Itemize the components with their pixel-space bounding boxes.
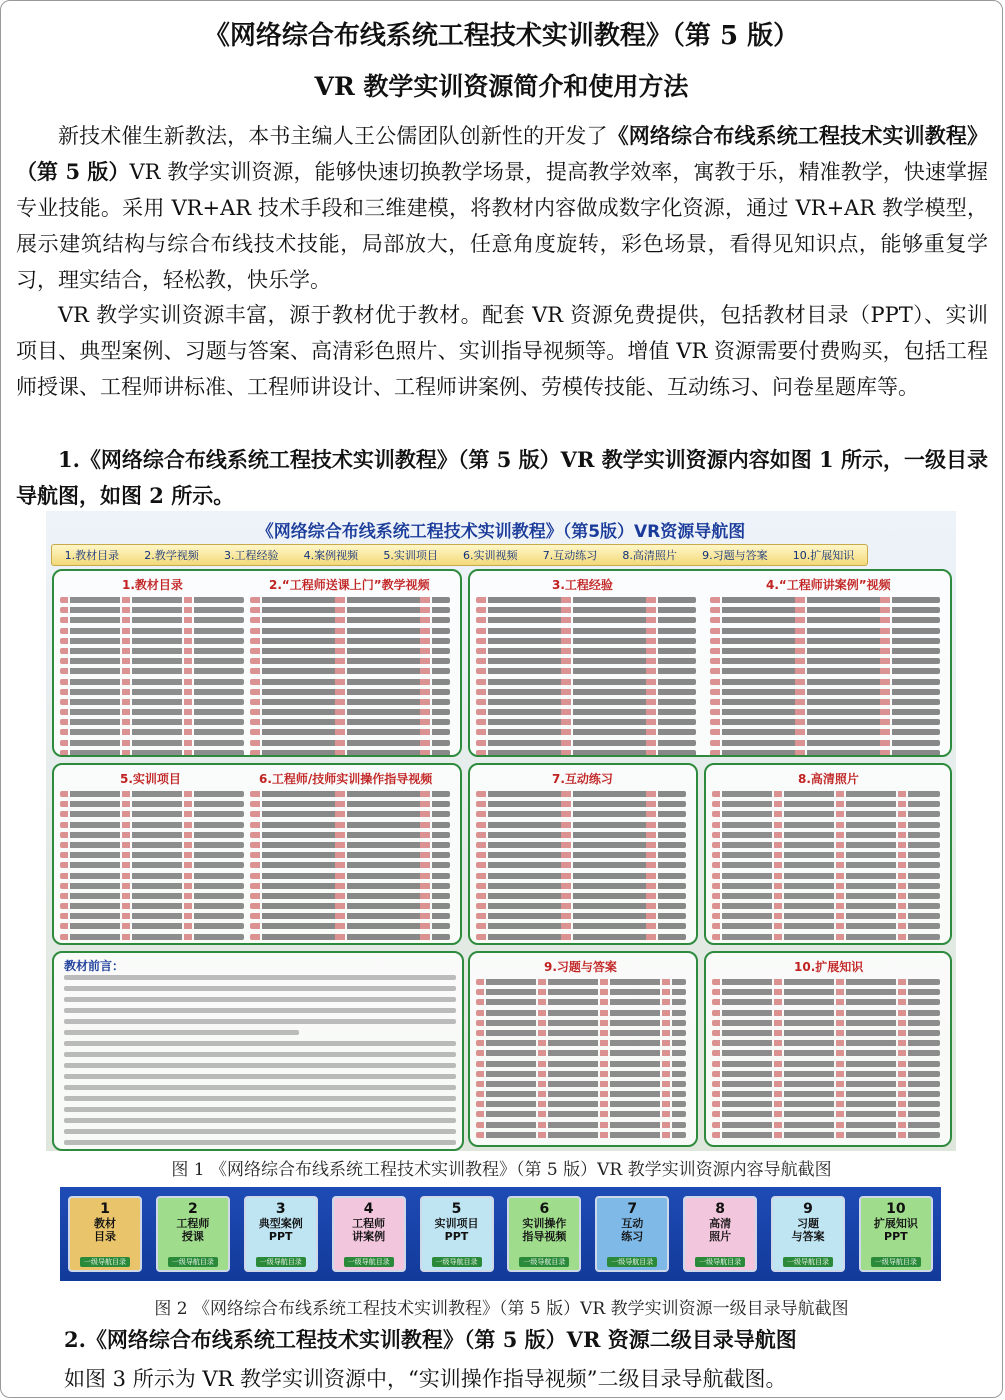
panel-title: 6.工程师/技师实训操作指导视频 xyxy=(259,772,433,786)
nav-button-label: 工程师 讲案例 xyxy=(352,1217,386,1243)
panel-title: 8.高清照片 xyxy=(798,772,859,786)
panel-list xyxy=(60,791,244,944)
intro-paragraph xyxy=(16,118,988,298)
panel-extended-knowledge xyxy=(704,951,952,1147)
nav-button-number: 7 xyxy=(627,1201,638,1217)
nav-button-label: 典型案例 PPT xyxy=(258,1217,303,1243)
nav-button-label: 工程师 授课 xyxy=(176,1217,210,1243)
figure-1-tab[interactable]: 2.教学视频 xyxy=(144,549,199,562)
level1-nav-button[interactable] xyxy=(683,1196,757,1272)
nav-button-subtag: 一级导航目录 xyxy=(519,1257,569,1267)
nav-button-number: 5 xyxy=(451,1201,462,1217)
nav-button-number: 9 xyxy=(803,1201,813,1217)
intro-text-c: VR 教学实训资源，能够快速切换教学场景，提高教学效率，寓教于乐，精准教学，快速掌握专业技能。采用 VR+AR 技术手段和三维建模，将教材内容做成数字化资源，通过 VR+AR 教学模型，展示建筑结构与综合布线技术技能，局部放大，任意角度旋转，彩色场景，看得见知识点，能够重复学习，理实结合，轻松教，快乐学。 xyxy=(16,160,988,292)
panel-title: 5.实训项目 xyxy=(120,772,181,786)
figure-1-tab[interactable]: 6.实训视频 xyxy=(463,549,518,562)
foreword-title: 教材前言： xyxy=(64,959,125,973)
nav-button-label: 扩展知识 PPT xyxy=(873,1217,918,1243)
nav-button-number: 2 xyxy=(188,1201,198,1217)
panel-exercises-answers xyxy=(468,951,698,1147)
panel-interactive-practice xyxy=(468,763,698,945)
panel-training-projects xyxy=(52,763,462,945)
figure-1-tab[interactable]: 8.高清照片 xyxy=(622,549,677,562)
nav-button-number: 6 xyxy=(539,1201,550,1217)
figure-1-tab[interactable]: 4.案例视频 xyxy=(303,549,359,562)
level1-nav-button[interactable] xyxy=(595,1196,669,1272)
figure-1-tab[interactable]: 7.互动练习 xyxy=(542,549,598,562)
nav-button-subtag: 一级导航目录 xyxy=(783,1257,833,1267)
nav-button-number: 8 xyxy=(715,1201,725,1217)
nav-button-label: 互动 练习 xyxy=(621,1217,644,1243)
intro-book-title: 《网络综合布线系统工程技术实训教程》（第 5 版） xyxy=(16,123,989,184)
nav-button-subtag: 一级导航目录 xyxy=(344,1257,394,1267)
panel-list xyxy=(710,597,940,757)
resources-paragraph: VR 教学实训资源丰富，源于教材优于教材。配套 VR 资源免费提供，包括教材目录（PPT）、实训项目、典型案例、习题与答案、高清彩色照片、实训指导视频等。增值 VR 资源需要付费购买，包括工程师授课、工程师讲标准、工程师讲设计、工程师讲案例、劳模传技能、互动练习、问卷星题库等。 xyxy=(16,303,988,399)
document-subtitle: VR 教学实训资源简介和使用方法 xyxy=(314,72,689,101)
figure-1-title: 《网络综合布线系统工程技术实训教程》（第5版）VR资源导航图 xyxy=(256,522,746,542)
panel-title: 2.“工程师送课上门”教学视频 xyxy=(269,578,430,592)
nav-button-number: 3 xyxy=(275,1201,286,1217)
figure-1-tab[interactable]: 10.扩展知识 xyxy=(792,549,855,562)
panel-list xyxy=(250,597,450,757)
panel-catalog-and-videos xyxy=(52,569,462,757)
panel-hd-photos xyxy=(704,763,952,945)
panel-list xyxy=(250,791,450,944)
nav-button-label: 实训项目 PPT xyxy=(434,1217,479,1243)
figure-1-navigation-screenshot xyxy=(46,511,956,1151)
figure-1-tab[interactable]: 1.教材目录 xyxy=(64,549,120,562)
nav-button-number: 10 xyxy=(886,1201,906,1217)
nav-button-label: 教材 目录 xyxy=(94,1217,116,1243)
level1-nav-button[interactable] xyxy=(507,1196,581,1272)
nav-button-subtag: 一级导航目录 xyxy=(695,1257,745,1267)
level1-nav-button[interactable] xyxy=(771,1196,845,1272)
level1-nav-button[interactable] xyxy=(859,1196,933,1272)
figure-2-level1-nav-bar xyxy=(60,1187,941,1281)
nav-button-label: 习题 与答案 xyxy=(791,1217,825,1243)
section-heading-2: 2.《网络综合布线系统工程技术实训教程》（第 5 版）VR 资源二级目录导航图 xyxy=(64,1327,797,1352)
level1-nav-button[interactable] xyxy=(420,1196,494,1272)
panel-foreword xyxy=(52,951,464,1151)
panel-list xyxy=(60,597,244,757)
panel-list xyxy=(476,979,686,1142)
panel-experience-and-cases xyxy=(468,569,952,757)
section-heading-1: 1.《网络综合布线系统工程技术实训教程》（第 5 版）VR 教学实训资源内容如图 1 所示，一级目录导航图，如图 2 所示。 xyxy=(16,447,988,508)
figure-2-caption: 图 2 《网络综合布线系统工程技术实训教程》（第 5 版）VR 教学实训资源一级目录导航截图 xyxy=(154,1299,849,1319)
nav-button-number: 1 xyxy=(100,1201,110,1217)
nav-button-subtag: 一级导航目录 xyxy=(168,1257,218,1267)
nav-button-label: 实训操作 指导视频 xyxy=(522,1217,567,1243)
figure-1-caption: 图 1 《网络综合布线系统工程技术实训教程》（第 5 版）VR 教学实训资源内容导航截图 xyxy=(171,1160,832,1180)
level1-nav-button[interactable] xyxy=(332,1196,406,1272)
panel-title: 3.工程经验 xyxy=(552,578,613,592)
nav-button-subtag: 一级导航目录 xyxy=(432,1257,482,1267)
figure-1-tab[interactable]: 5.实训项目 xyxy=(383,549,438,562)
level1-nav-button[interactable] xyxy=(156,1196,230,1272)
nav-button-subtag: 一级导航目录 xyxy=(256,1257,306,1267)
figure-1-tab[interactable]: 9.习题与答案 xyxy=(702,549,768,562)
document-title: 《网络综合布线系统工程技术实训教程》（第 5 版） xyxy=(203,21,800,51)
intro-text-a: 新技术催生新教法，本书主编人王公儒团队创新性的开发了 xyxy=(58,124,608,148)
panel-list xyxy=(476,791,686,944)
level1-nav-button[interactable] xyxy=(244,1196,318,1272)
nav-button-label: 高清 照片 xyxy=(709,1217,732,1243)
panel-list xyxy=(712,979,940,1142)
nav-button-subtag: 一级导航目录 xyxy=(80,1257,130,1267)
foreword-text xyxy=(64,975,456,1151)
figure-1-tab-bar xyxy=(51,544,868,566)
panel-title: 4.“工程师讲案例”视频 xyxy=(766,578,891,592)
panel-title: 1.教材目录 xyxy=(122,578,183,592)
panel-title: 7.互动练习 xyxy=(552,772,613,786)
panel-list xyxy=(476,597,696,757)
figure-3-intro-paragraph: 如图 3 所示为 VR 教学实训资源中，“实训操作指导视频”二级目录导航截图。 xyxy=(64,1367,787,1391)
nav-button-number: 4 xyxy=(363,1201,374,1217)
figure-1-tab[interactable]: 3.工程经验 xyxy=(223,549,279,562)
panel-title: 9.习题与答案 xyxy=(544,960,617,974)
panel-title: 10.扩展知识 xyxy=(794,960,864,974)
panel-list xyxy=(712,791,940,944)
nav-button-subtag: 一级导航目录 xyxy=(871,1257,921,1267)
level1-nav-button[interactable] xyxy=(68,1196,142,1272)
nav-button-subtag: 一级导航目录 xyxy=(607,1257,657,1267)
